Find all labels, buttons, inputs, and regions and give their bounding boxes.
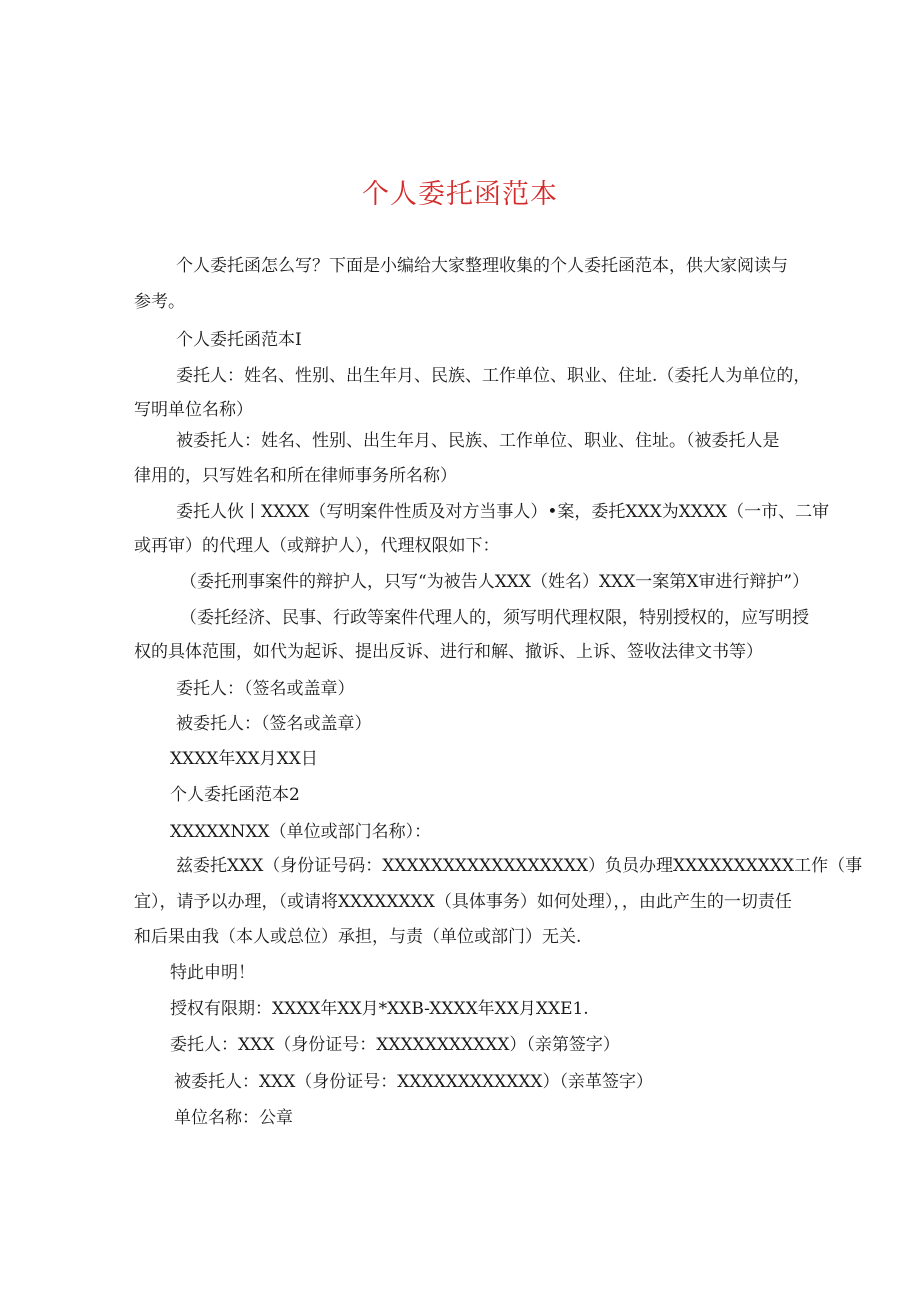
s2-declaration: 特此申明！ bbox=[170, 963, 255, 983]
s1-agent-signature: 被委托人：（签名或盖章） bbox=[176, 714, 372, 734]
s1-principal-signature: 委托人：（签名或盖章） bbox=[176, 679, 355, 699]
s2-unit-name: 单位名称：公章 bbox=[174, 1108, 293, 1128]
s1-agent-line-1: 被委托人：姓名、性别、出生年月、民族、工作单位、职业、住址。（被委托人是 bbox=[176, 431, 780, 451]
s1-case-line-2: 或再审）的代理人（或辩护人），代理权限如下： bbox=[134, 536, 500, 556]
intro-line-2: 参考。 bbox=[134, 292, 185, 312]
s1-agent-line-2: 律用的，只写姓名和所在律师事务所名称） bbox=[134, 466, 457, 486]
s1-principal-line-1: 委托人：姓名、性别、出生年月、民族、工作单位、职业、住址.（委托人为单位的， bbox=[176, 366, 811, 386]
s2-agent: 被委托人：XXX（身份证号：XXXXXXXXXXXX）（亲革签字） bbox=[174, 1072, 654, 1092]
s1-principal-line-2: 写明单位名称） bbox=[134, 400, 253, 420]
s2-body-line-2: 宜），请予以办理，（或请将XXXXXXXX（具体事务）如何处理），，由此产生的一切责任 bbox=[134, 892, 792, 912]
document-title: 个人委托函范本 bbox=[362, 179, 558, 210]
sample-1-heading: 个人委托函范本I bbox=[176, 330, 302, 350]
s1-criminal-note: （委托刑事案件的辩护人，只写“为被告人XXX（姓名）XXX一案第X审进行辩护”） bbox=[180, 572, 810, 592]
s1-civil-note-line-2: 权的具体范围，如代为起诉、提出反诉、进行和解、撤诉、上诉、签收法律文书等） bbox=[134, 642, 763, 662]
intro-line-1: 个人委托函怎么写？下面是小编给大家整理收集的个人委托函范本，供大家阅读与 bbox=[176, 256, 788, 276]
s2-body-line-1: 兹委托XXX（身份证号码：XXXXXXXXXXXXXXXXX）负员办理XXXXXXXXXX工作（事 bbox=[176, 856, 863, 876]
s2-body-line-3: 和后果由我（本人或总位）承担，与责（单位或部门）无关. bbox=[134, 927, 582, 947]
s2-validity-period: 授权有限期：XXXX年XX月*XXB-XXXX年XX月XXE1. bbox=[170, 999, 589, 1019]
s1-case-line-1: 委托人伙丨XXXX（写明案件性质及对方当事人）•案，委托XXX为XXXX（一市、二审 bbox=[176, 502, 830, 522]
s1-date: XXXX年XX月XX日 bbox=[170, 749, 318, 769]
s2-addressee: XXXXXNXX（单位或部门名称）： bbox=[170, 822, 432, 842]
sample-2-heading: 个人委托函范本2 bbox=[170, 785, 300, 805]
s1-civil-note-line-1: （委托经济、民事、行政等案件代理人的，须写明代理权限，特别授权的，应写明授 bbox=[180, 608, 809, 628]
s2-principal: 委托人：XXX（身份证号：XXXXXXXXXXX）（亲第签字） bbox=[170, 1035, 620, 1055]
